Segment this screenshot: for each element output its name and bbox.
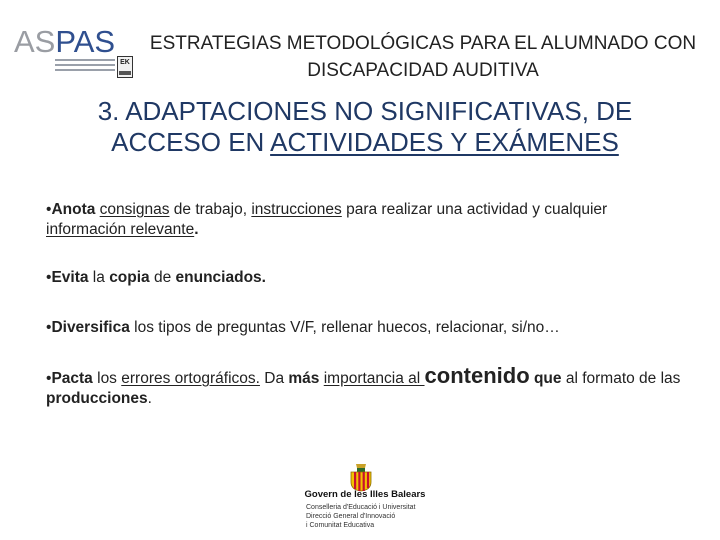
- aspas-logo: [14, 26, 134, 82]
- bullet-text: .: [147, 390, 152, 407]
- bullet-text: .: [194, 221, 199, 238]
- bullet-marker: •: [46, 269, 52, 286]
- bullet-item: [46, 200, 686, 240]
- crest-icon: [348, 462, 374, 492]
- govern-illes-balears-logo: [290, 458, 440, 540]
- bullet-verb: Evita: [51, 269, 89, 286]
- bullet-underlined: consignas: [99, 201, 170, 218]
- logo-badge: EK: [117, 56, 133, 78]
- section-title-line2: [40, 127, 690, 158]
- bullet-text: al formato de las: [561, 370, 681, 387]
- bullet-marker: •: [46, 370, 52, 387]
- section-title-plain: ACCESO EN: [111, 127, 271, 157]
- logo-subtitle-lines: [55, 59, 115, 74]
- bullet-bold: copia: [109, 269, 150, 286]
- footer-line: i Comunitat Educativa: [306, 522, 375, 529]
- bullet-verb: Pacta: [51, 370, 93, 387]
- bullet-verb: Diversifica: [51, 319, 130, 336]
- bullet-text: de trabajo,: [169, 201, 252, 218]
- logo-word-gray: AS: [14, 24, 56, 59]
- logo-word-blue: PAS: [55, 24, 116, 59]
- footer-line: Direcció General d'Innovació: [306, 513, 396, 520]
- bullet-verb: Anota: [51, 201, 96, 218]
- bullet-text: de: [149, 269, 176, 286]
- bullet-underlined: instrucciones: [251, 201, 342, 218]
- bullet-underlined: información relevante: [46, 221, 195, 238]
- header-title-line1: ESTRATEGIAS METODOLÓGICAS PARA EL ALUMNADO CON: [149, 33, 697, 54]
- bullet-bold: producciones: [46, 390, 148, 407]
- footer-name: Govern de les Illes Balears: [304, 489, 426, 500]
- bullet-text: para realizar una actividad y cualquier: [341, 201, 608, 218]
- aspas-logo-wordmark: [14, 26, 115, 58]
- bullet-item: [46, 268, 686, 288]
- header-title: [135, 30, 711, 84]
- section-title: [40, 96, 690, 158]
- section-title-underlined: ACTIVIDADES Y EXÁMENES: [270, 127, 619, 157]
- bullet-underlined: errores ortográficos.: [121, 370, 260, 387]
- bullet-bold: enunciados.: [175, 269, 266, 286]
- bullet-text: los tipos de preguntas V/F, rellenar huecos, relacionar, si/no…: [129, 319, 560, 336]
- footer-line: Conselleria d'Educació i Universitat: [306, 504, 416, 511]
- bullet-marker: •: [46, 201, 52, 218]
- bullet-text: los: [92, 370, 122, 387]
- bullet-bold: más: [288, 370, 320, 387]
- bullet-big-word: contenido: [424, 363, 530, 388]
- bullet-text: Da: [259, 370, 289, 387]
- bullet-item: [46, 318, 686, 338]
- bullet-underlined: importancia al: [323, 370, 425, 387]
- header-title-line2: DISCAPACIDAD AUDITIVA: [307, 60, 539, 81]
- section-title-line1: 3. ADAPTACIONES NO SIGNIFICATIVAS, DE: [97, 96, 633, 126]
- bullet-marker: •: [46, 319, 52, 336]
- bullet-text: la: [88, 269, 110, 286]
- bullet-bold: que: [533, 370, 562, 387]
- bullet-item: [46, 363, 686, 409]
